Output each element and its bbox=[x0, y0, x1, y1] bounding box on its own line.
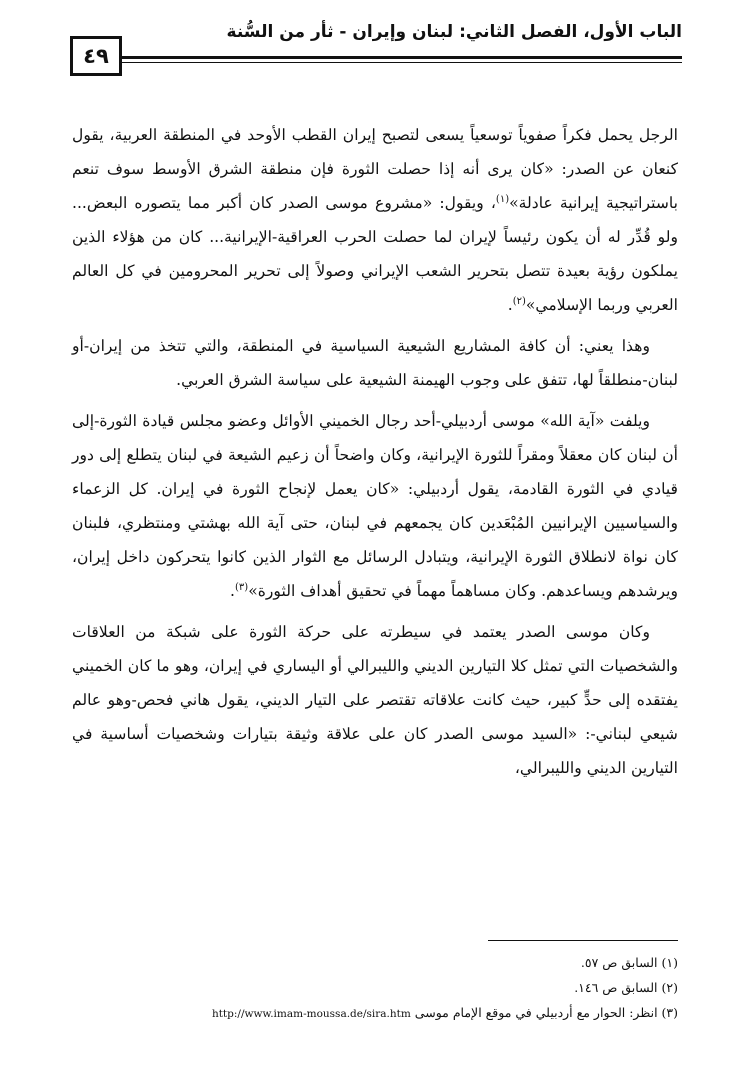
page-header bbox=[70, 18, 682, 78]
paragraph-1-text: الرجل يحمل فكراً صفوياً توسعياً يسعى لتصبح إيران القطب الأوحد في المنطقة العربية، يقول كنعان عن الصدر: «كان يرى أنه إذا حصلت الثورة فإن منطقة الشرق الأوسط سوف تنعم باستراتيجية إيرانية عادلة» bbox=[72, 126, 678, 212]
footnote-separator bbox=[488, 940, 678, 941]
footnote-3-url[interactable]: http://www.imam-moussa.de/sira.htm bbox=[211, 1008, 411, 1020]
paragraph-4: وكان موسى الصدر يعتمد في سيطرته على حركة الثورة على شبكة من العلاقات والشخصيات التي تمثل كلا التيارين الديني والليبرالي أو اليساري في إيران، وهو ما كان الخميني يفتقده إلى حدٍّ كبير، حيث كانت علاقاته تقتصر على التيار الديني، يقول هاني فحص-وهو عالم شيعي لبناني-: «السيد موسى الصدر كان على علاقة وثيقة بتيارات وشخصيات أساسية في التيارين الديني والليبرالي، bbox=[72, 623, 678, 777]
footnote-3-text: (٣) انظر: الحوار مع أردبيلي في موقع الإمام موسى bbox=[414, 1005, 678, 1020]
paragraph-1-text-b: ، ويقول: «مشروع موسى الصدر كان أكبر مما يتصوره البعض... ولو قُدِّر له أن يكون رئيساً لإيران لما حصلت الحرب العراقية-الإيرانية... كان من هؤلاء الذين يملكون رؤية بعيدة تتصل بتحرير الشعب الإيراني وصولاً إلى تحرير المحرومين في كل العالم العربي وربما الإسلامي» bbox=[72, 194, 678, 314]
footnote-ref-3[interactable]: (٣) bbox=[235, 581, 249, 593]
page-number: ٤٩ bbox=[83, 44, 109, 68]
body-text bbox=[72, 118, 678, 792]
paragraph-1 bbox=[72, 118, 678, 322]
footnotes bbox=[72, 950, 678, 1027]
footnote-ref-2[interactable]: (٢) bbox=[512, 295, 526, 307]
footnote-1: (١) السابق ص ٥٧. bbox=[580, 955, 678, 970]
paragraph-1-end: . bbox=[507, 296, 513, 314]
header-rule bbox=[122, 56, 682, 59]
page-number-box bbox=[70, 36, 122, 76]
paragraph-3 bbox=[72, 404, 678, 608]
footnote-2: (٢) السابق ص ١٤٦. bbox=[574, 980, 678, 995]
footnote-3 bbox=[72, 1000, 678, 1027]
paragraph-2: وهذا يعني: أن كافة المشاريع الشيعية السياسية في المنطقة، والتي تتخذ من إيران-أو لبنان-منطلقاً لها، تتفق على وجوب الهيمنة الشيعية على سياسة الشرق العربي. bbox=[72, 337, 678, 389]
paragraph-3-end: . bbox=[230, 582, 235, 600]
paragraph-3-text: ويلفت «آية الله» موسى أردبيلي-أحد رجال الخميني الأوائل وعضو مجلس قيادة الثورة-إلى أن لبنان كان معقلاً ومقراً للثورة الإيرانية، وكان واضحاً أن زعيم الشيعة في لبنان يتطلع إلى دور قيادي في الثورة القادمة، يقول أردبيلي: «كان يعمل لإنجاح الثورة في إيران. كل الزعماء والسياسيين الإيرانيين المُبْعَدين كان يجمعهم في لبنان، حتى آية الله بهشتي ومنتظري، فلبنان كان نواة لانطلاق الثورة الإيرانية، ويتبادل الرسائل مع الثوار الذين كانوا يتحركون داخل إيران، ويرشدهم ويساعدهم. وكان مساهماً مهماً في تحقيق أهداف الثورة» bbox=[72, 412, 678, 600]
footnote-ref-1[interactable]: (١) bbox=[495, 193, 510, 205]
running-head: الباب الأول، الفصل الثاني: لبنان وإيران - ثأر من السُّنة bbox=[226, 22, 682, 42]
header-rule-thin bbox=[122, 62, 682, 63]
